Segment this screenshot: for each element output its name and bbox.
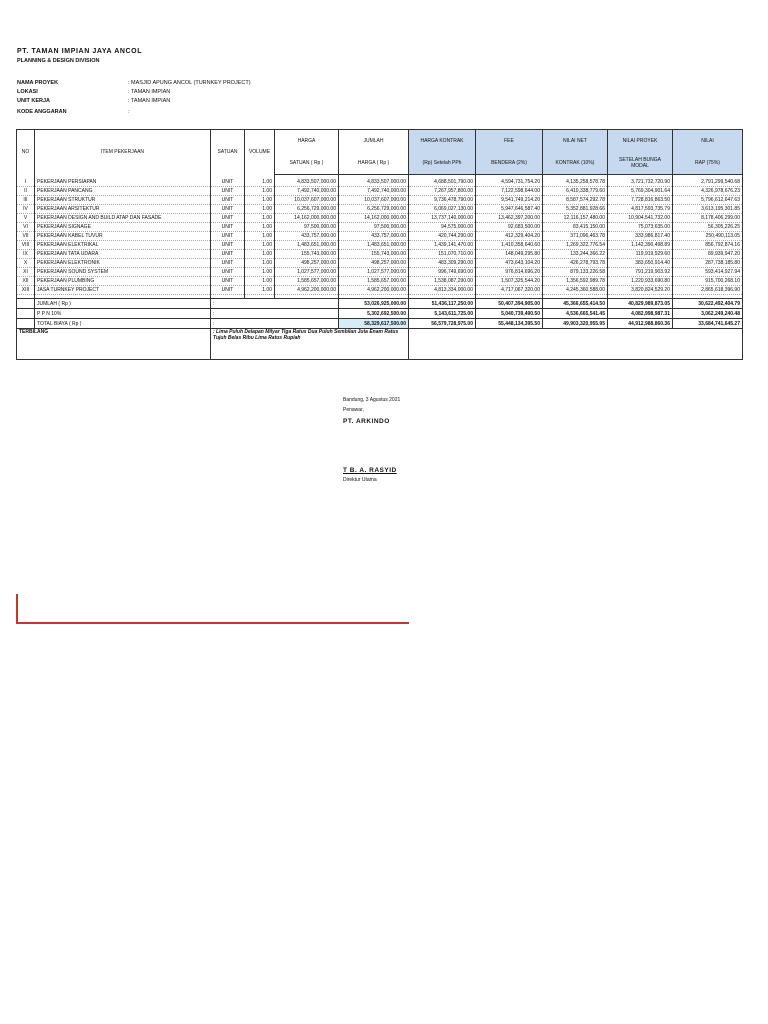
cell-item: PEKERJAAN SOUND SYSTEM: [35, 268, 211, 277]
cell-rap: 3,613,195,301.85: [673, 205, 743, 214]
summary-fee: 50,407,394,905.00: [476, 299, 543, 309]
table-row: [17, 277, 743, 286]
cell-kontrak: 1,538,087,290.00: [409, 277, 476, 286]
summary-colon: :: [211, 299, 339, 309]
cell-kontrak: 996,749,690.00: [409, 268, 476, 277]
cell-no: IX: [17, 250, 35, 259]
cell-net: 133,244,366.22: [543, 250, 608, 259]
terbilang-empty: [409, 329, 743, 360]
cell-proyek: 3,721,732,720.90: [608, 178, 673, 187]
summary-spacer: [17, 309, 35, 319]
info-label-project: NAMA PROYEK: [17, 80, 59, 86]
cell-proyek: 1,142,390,498.89: [608, 241, 673, 250]
cell-kontrak: 4,688,501,790.00: [409, 178, 476, 187]
signer-title: Direktur Utama: [343, 477, 377, 483]
summary-net: 4,536,665,541.45: [543, 309, 608, 319]
cell-item: PEKERJAAN ARSITEKTUR: [35, 205, 211, 214]
cell-jumlah: 155,743,000.00: [339, 250, 409, 259]
red-border-horizontal: [16, 622, 409, 624]
cell-item: PEKERJAAN PANCANG: [35, 187, 211, 196]
header-item: ITEM PEKERJAAN: [35, 130, 211, 175]
header-rap-1: NILAI: [673, 130, 743, 153]
summary-fee: 55,448,134,395.50: [476, 319, 543, 329]
summary-row: [17, 299, 743, 309]
cell-fee: 412,329,404.20: [476, 232, 543, 241]
terbilang-label: TERBILANG: [17, 329, 211, 360]
cell-volume: 1.00: [245, 178, 275, 187]
cell-item: PEKERJAAN KABEL TUVUR: [35, 232, 211, 241]
cell-volume: 1.00: [245, 205, 275, 214]
cell-harga: 1,027,577,000.00: [275, 268, 339, 277]
cell-no: X: [17, 259, 35, 268]
info-label-location: LOKASI: [17, 89, 38, 95]
header-kontrak-2: (Rp) Setelah PPh: [409, 152, 476, 175]
cell-jumlah: 4,962,200,000.00: [339, 286, 409, 295]
header-net-2: KONTRAK (10%): [543, 152, 608, 175]
cell-satuan: UNIT: [211, 277, 245, 286]
summary-rap: 3,062,249,240.48: [673, 309, 743, 319]
summary-label: TOTAL BIAYA ( Rp ): [35, 319, 211, 329]
cell-kontrak: 94,575,000.00: [409, 223, 476, 232]
cell-fee: 5,947,646,587.40: [476, 205, 543, 214]
summary-spacer: [17, 299, 35, 309]
cell-net: 371,096,463.78: [543, 232, 608, 241]
cell-net: 1,269,322,776.54: [543, 241, 608, 250]
cell-satuan: UNIT: [211, 178, 245, 187]
summary-net: 49,903,320,955.95: [543, 319, 608, 329]
cell-fee: 13,462,397,200.00: [476, 214, 543, 223]
cell-jumlah: 97,500,000.00: [339, 223, 409, 232]
summary-kontrak: 5,143,611,725.00: [409, 309, 476, 319]
cell-harga: 6,256,729,000.00: [275, 205, 339, 214]
cell-no: XII: [17, 277, 35, 286]
info-label-unit: UNIT KERJA: [17, 98, 51, 104]
signer-name: T B. A. RASYID: [343, 467, 397, 474]
cell-net: 5,352,881,928.66: [543, 205, 608, 214]
summary-jumlah: 5,302,692,500.00: [339, 309, 409, 319]
cell-satuan: UNIT: [211, 205, 245, 214]
table-row: [17, 223, 743, 232]
cell-rap: 287,738,185.80: [673, 259, 743, 268]
budget-table: [16, 129, 743, 360]
cell-net: 8,587,574,292.78: [543, 196, 608, 205]
cell-volume: 1.00: [245, 223, 275, 232]
cell-volume: 1.00: [245, 268, 275, 277]
cell-rap: 250,490,113.05: [673, 232, 743, 241]
summary-jumlah: 53,026,925,000.00: [339, 299, 409, 309]
summary-spacer: [17, 319, 35, 329]
cell-proyek: 3,820,824,529.20: [608, 286, 673, 295]
table-row: [17, 286, 743, 295]
cell-proyek: 75,073,635.00: [608, 223, 673, 232]
cell-proyek: 383,650,914.40: [608, 259, 673, 268]
cell-volume: 1.00: [245, 250, 275, 259]
cell-fee: 1,507,325,544.20: [476, 277, 543, 286]
place-date: Bandung, 3 Agustus 2021: [343, 397, 401, 403]
header-proyek-2: SETELAH BUNGA MODAL: [608, 152, 673, 175]
cell-fee: 92,683,500.00: [476, 223, 543, 232]
cell-rap: 5,796,612,647.63: [673, 196, 743, 205]
cell-rap: 915,700,268.10: [673, 277, 743, 286]
cell-harga: 14,162,000,000.00: [275, 214, 339, 223]
info-value-project: : MASJID APUNG ANCOL (TURNKEY PROJECT): [128, 80, 251, 86]
cell-fee: 7,122,598,644.00: [476, 187, 543, 196]
cell-rap: 2,865,618,396.90: [673, 286, 743, 295]
summary-rap: 33,684,741,645.27: [673, 319, 743, 329]
cell-item: PEKERJAAN ELEKTRIKAL: [35, 241, 211, 250]
cell-fee: 4,717,067,320.00: [476, 286, 543, 295]
cell-volume: 1.00: [245, 277, 275, 286]
cell-no: V: [17, 214, 35, 223]
info-value-unit: : TAMAN IMPIAN: [128, 98, 171, 104]
cell-fee: 473,643,104.20: [476, 259, 543, 268]
company-name: PT. TAMAN IMPIAN JAYA ANCOL: [17, 48, 143, 55]
cell-volume: 1.00: [245, 214, 275, 223]
summary-row: [17, 309, 743, 319]
cell-no: VI: [17, 223, 35, 232]
summary-kontrak: 56,579,728,975.00: [409, 319, 476, 329]
cell-satuan: UNIT: [211, 259, 245, 268]
table-row: [17, 232, 743, 241]
cell-net: 83,415,150.00: [543, 223, 608, 232]
header-jumlah-1: JUMLAH: [339, 130, 409, 153]
summary-net: 45,366,655,414.50: [543, 299, 608, 309]
cell-kontrak: 420,744,290.00: [409, 232, 476, 241]
info-label-budget-code: KODE ANGGARAN: [17, 109, 67, 115]
cell-rap: 856,792,874.16: [673, 241, 743, 250]
cell-satuan: UNIT: [211, 223, 245, 232]
cell-item: PEKERJAAN TATA UDARA: [35, 250, 211, 259]
cell-harga: 4,833,507,000.00: [275, 178, 339, 187]
header-harga-1: HARGA: [275, 130, 339, 153]
header-fee-2: BENDERA (2%): [476, 152, 543, 175]
cell-no: XIII: [17, 286, 35, 295]
cell-no: VIII: [17, 241, 35, 250]
cell-net: 4,135,258,578.78: [543, 178, 608, 187]
cell-harga: 1,483,651,000.00: [275, 241, 339, 250]
cell-rap: 8,178,406,299.00: [673, 214, 743, 223]
cell-item: PEKERJAAN STRUKTUR: [35, 196, 211, 205]
cell-net: 4,245,360,588.00: [543, 286, 608, 295]
cell-volume: 1.00: [245, 259, 275, 268]
cell-item: PEKERJAAN DESIGN AND BUILD ATAP DAN FASADE: [35, 214, 211, 223]
cell-proyek: 119,919,929.60: [608, 250, 673, 259]
cell-proyek: 791,219,903.92: [608, 268, 673, 277]
cell-volume: 1.00: [245, 232, 275, 241]
summary-row: [17, 319, 743, 329]
summary-proyek: 44,912,988,860.36: [608, 319, 673, 329]
cell-kontrak: 483,309,290.00: [409, 259, 476, 268]
header-net-1: NILAI NET: [543, 130, 608, 153]
summary-proyek: 4,082,998,987.31: [608, 309, 673, 319]
header-jumlah-2: HARGA ( Rp ): [339, 152, 409, 175]
header-no: NO: [17, 130, 35, 175]
cell-item: PEKERJAAN ELEKTRONIK: [35, 259, 211, 268]
cell-item: PEKERJAAN PERSIAPAN: [35, 178, 211, 187]
cell-jumlah: 7,492,740,000.00: [339, 187, 409, 196]
table-row: [17, 259, 743, 268]
cell-net: 12,116,157,480.00: [543, 214, 608, 223]
cell-kontrak: 7,267,957,800.00: [409, 187, 476, 196]
cell-satuan: UNIT: [211, 196, 245, 205]
cell-fee: 1,410,358,640.60: [476, 241, 543, 250]
cell-fee: 976,814,696.20: [476, 268, 543, 277]
cell-no: IV: [17, 205, 35, 214]
table-row: [17, 187, 743, 196]
cell-rap: 2,791,299,540.68: [673, 178, 743, 187]
cell-satuan: UNIT: [211, 232, 245, 241]
cell-proyek: 5,769,304,901.64: [608, 187, 673, 196]
cell-no: XI: [17, 268, 35, 277]
table-row: [17, 268, 743, 277]
cell-satuan: UNIT: [211, 250, 245, 259]
summary-label: JUMLAH ( Rp ): [35, 299, 211, 309]
summary-label: P P N 10%: [35, 309, 211, 319]
cell-satuan: UNIT: [211, 187, 245, 196]
summary-colon: :: [211, 319, 339, 329]
cell-no: I: [17, 178, 35, 187]
cell-harga: 498,257,000.00: [275, 259, 339, 268]
cell-proyek: 10,904,541,732.00: [608, 214, 673, 223]
cell-rap: 56,305,226.25: [673, 223, 743, 232]
cell-rap: 89,939,947.20: [673, 250, 743, 259]
header-satuan: SATUAN: [211, 130, 245, 175]
header-row-1: [17, 130, 743, 153]
summary-colon: :: [211, 309, 339, 319]
cell-proyek: 1,220,933,690.80: [608, 277, 673, 286]
cell-fee: 9,541,749,214.20: [476, 196, 543, 205]
info-value-budget-code: :: [128, 109, 130, 115]
table-row: [17, 241, 743, 250]
table-row: [17, 196, 743, 205]
cell-net: 1,356,592,989.78: [543, 277, 608, 286]
cell-harga: 4,962,200,000.00: [275, 286, 339, 295]
cell-harga: 1,585,657,000.00: [275, 277, 339, 286]
info-value-location: : TAMAN IMPIAN: [128, 89, 171, 95]
cell-harga: 433,757,000.00: [275, 232, 339, 241]
cell-kontrak: 9,736,478,790.00: [409, 196, 476, 205]
cell-item: PEKERJAAN PLUMBING: [35, 277, 211, 286]
cell-harga: 10,037,607,000.00: [275, 196, 339, 205]
cell-fee: 148,049,295.80: [476, 250, 543, 259]
header-kontrak-1: HARGA KONTRAK: [409, 130, 476, 153]
summary-jumlah: 58,329,617,500.00: [339, 319, 409, 329]
cell-jumlah: 6,256,729,000.00: [339, 205, 409, 214]
cell-harga: 7,492,740,000.00: [275, 187, 339, 196]
cell-harga: 97,500,000.00: [275, 223, 339, 232]
cell-item: JASA TURNKEY PROJECT: [35, 286, 211, 295]
cell-jumlah: 10,037,607,000.00: [339, 196, 409, 205]
cell-kontrak: 4,813,334,000.00: [409, 286, 476, 295]
cell-proyek: 4,817,593,735.79: [608, 205, 673, 214]
cell-satuan: UNIT: [211, 214, 245, 223]
cell-volume: 1.00: [245, 187, 275, 196]
table-row: [17, 205, 743, 214]
cell-kontrak: 6,069,027,130.00: [409, 205, 476, 214]
header-proyek-1: NILAI PROYEK: [608, 130, 673, 153]
cell-jumlah: 4,833,507,000.00: [339, 178, 409, 187]
cell-volume: 1.00: [245, 241, 275, 250]
table-row: [17, 178, 743, 187]
cell-net: 6,410,338,779.60: [543, 187, 608, 196]
cell-harga: 155,743,000.00: [275, 250, 339, 259]
cell-volume: 1.00: [245, 286, 275, 295]
table-row: [17, 214, 743, 223]
cell-proyek: 7,728,816,863.50: [608, 196, 673, 205]
red-border-vertical: [16, 594, 18, 623]
cell-satuan: UNIT: [211, 241, 245, 250]
division-name: PLANNING & DESIGN DIVISION: [17, 58, 100, 64]
header-harga-2: SATUAN ( Rp ): [275, 152, 339, 175]
cell-no: III: [17, 196, 35, 205]
cell-kontrak: 13,737,140,000.00: [409, 214, 476, 223]
header-rap-2: RAP (75%): [673, 152, 743, 175]
summary-fee: 5,040,739,490.50: [476, 309, 543, 319]
cell-jumlah: 433,757,000.00: [339, 232, 409, 241]
cell-jumlah: 1,585,657,000.00: [339, 277, 409, 286]
summary-proyek: 40,829,989,873.05: [608, 299, 673, 309]
header-volume: VOLUME: [245, 130, 275, 175]
cell-jumlah: 498,257,000.00: [339, 259, 409, 268]
cell-kontrak: 151,070,710.00: [409, 250, 476, 259]
cell-jumlah: 1,027,577,000.00: [339, 268, 409, 277]
cell-kontrak: 1,439,141,470.00: [409, 241, 476, 250]
terbilang-row: [17, 329, 743, 360]
cell-jumlah: 1,483,651,000.00: [339, 241, 409, 250]
cell-jumlah: 14,162,000,000.00: [339, 214, 409, 223]
cell-no: II: [17, 187, 35, 196]
cell-net: 426,278,793.78: [543, 259, 608, 268]
cell-no: VII: [17, 232, 35, 241]
header-fee-1: FEE: [476, 130, 543, 153]
cell-proyek: 333,986,817.40: [608, 232, 673, 241]
terbilang-value: : Lima Puluh Delapan Milyar Tiga Ratus Dua Puluh Sembilan Juta Enam Ratus Tujuh Belas Ribu Lima Ratus Rupiah: [211, 329, 409, 360]
signer-company: PT. ARKINDO: [343, 418, 390, 425]
cell-satuan: UNIT: [211, 268, 245, 277]
signer-role: Penawar,: [343, 407, 364, 413]
summary-rap: 30,622,492,404.79: [673, 299, 743, 309]
cell-satuan: UNIT: [211, 286, 245, 295]
cell-net: 879,133,226.58: [543, 268, 608, 277]
cell-volume: 1.00: [245, 196, 275, 205]
cell-item: PEKERJAAN SIGNAGE: [35, 223, 211, 232]
cell-fee: 4,594,731,754.20: [476, 178, 543, 187]
cell-rap: 4,326,978,676.23: [673, 187, 743, 196]
summary-kontrak: 51,436,117,250.00: [409, 299, 476, 309]
cell-rap: 593,414,927.94: [673, 268, 743, 277]
table-row: [17, 250, 743, 259]
